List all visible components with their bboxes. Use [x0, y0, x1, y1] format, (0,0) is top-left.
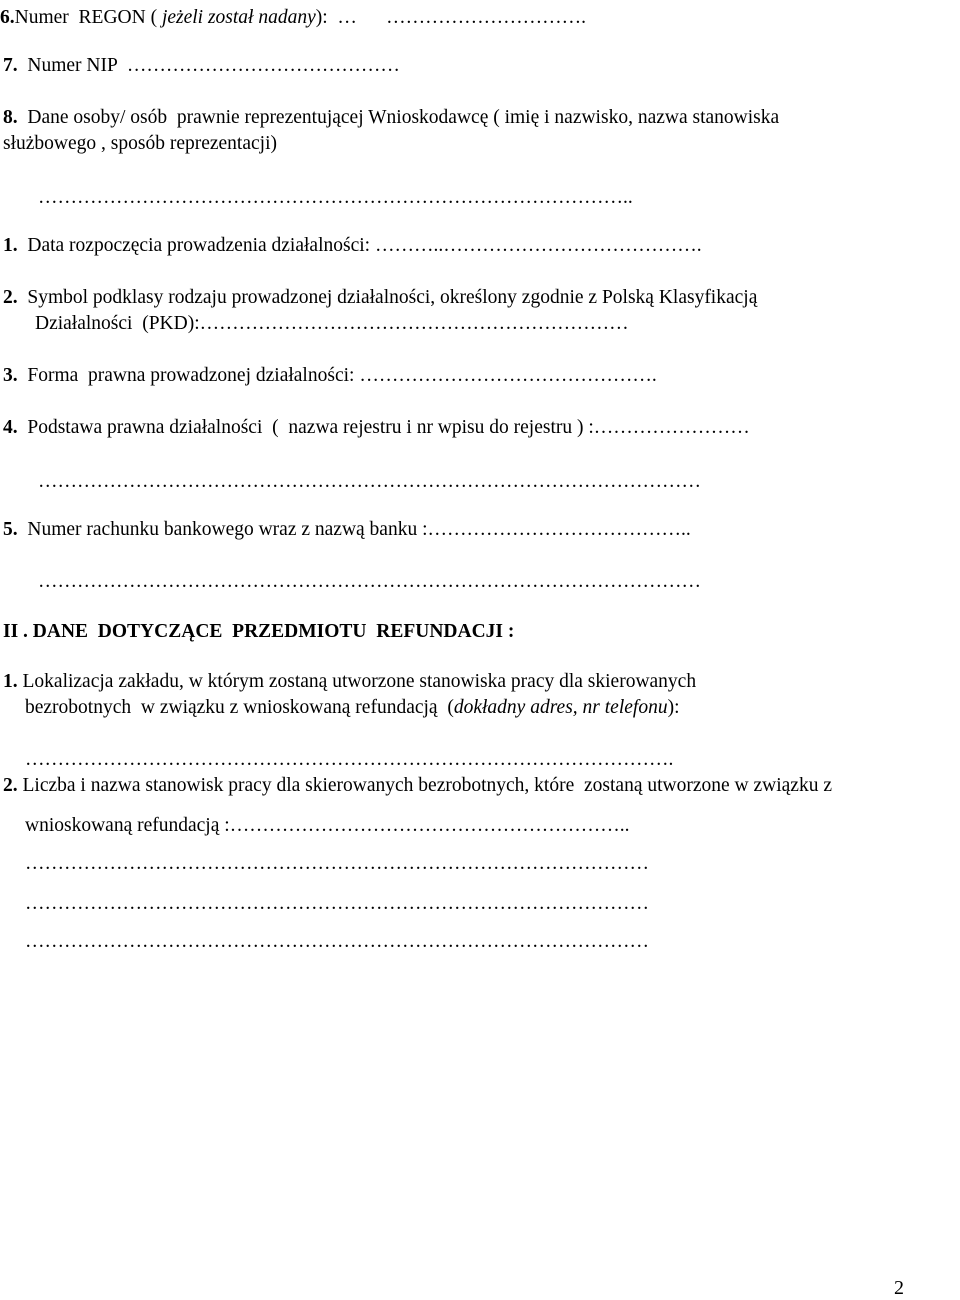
fill-dots: ……………………………………………………………………………….. — [38, 187, 633, 208]
fill-dots: …………………………………………………….. — [229, 815, 630, 836]
item-label: ): — [667, 697, 680, 718]
item-number: 2. — [3, 287, 18, 308]
fill-dots: ………..…………………………………. — [374, 235, 702, 256]
fill-dots: ………………………………………………………………………………………… — [38, 471, 701, 492]
fill-dots: ): … …………………………. — [315, 7, 587, 28]
item-number: 6. — [0, 7, 15, 28]
fill-dots: ………………………………………………………… — [199, 313, 629, 334]
item-3-legal-form — [3, 364, 657, 387]
fill-dots: ………………………………………. — [359, 365, 657, 386]
item-number: 8. — [3, 107, 18, 128]
item-8-representative-line2 — [3, 132, 277, 155]
page-number: 2 — [894, 1277, 904, 1299]
item-label-italic: jeżeli został nadany — [161, 7, 316, 28]
fill-dots: …………………… — [593, 417, 750, 438]
section-ii-item-2 — [3, 774, 832, 797]
item-label: Lokalizacja zakładu, w którym zostaną utworzone stanowiska pracy dla skierowanych — [17, 671, 697, 692]
item-label: Podstawa prawna działalności ( nazwa rejestru i nr wpisu do rejestru ) : — [27, 417, 594, 438]
item-label-italic: dokładny adres, nr telefonu — [453, 697, 668, 718]
item-label: Działalności (PKD): — [35, 313, 200, 334]
item-8-fill — [38, 186, 633, 209]
section-ii-heading: II . DANE DOTYCZĄCE PRZEDMIOTU REFUNDACJI : — [3, 621, 515, 642]
section-ii-item-2-line2 — [25, 814, 629, 837]
item-number: 1. — [3, 235, 18, 256]
item-label: Numer REGON ( — [14, 7, 162, 28]
section-ii-item-1-line2 — [25, 696, 680, 719]
section-ii-item-2-fill-b — [25, 892, 649, 915]
fill-dots: ………………………………………………………………………………………… — [38, 571, 701, 592]
item-label: Symbol podklasy rodzaju prowadzonej działalności, określony zgodnie z Polską Klasyfikacją — [27, 287, 758, 308]
item-label: Data rozpoczęcia prowadzenia działalności: — [27, 235, 375, 256]
item-5-fill — [38, 570, 701, 593]
section-ii-item-1 — [3, 670, 696, 693]
item-2-pkd — [3, 286, 757, 309]
item-number: 4. — [3, 417, 18, 438]
fill-dots: ………………………………….. — [427, 519, 691, 540]
item-number: 7. — [3, 55, 18, 76]
item-6-regon — [0, 6, 586, 29]
item-label: bezrobotnych w związku z wnioskowaną refundacją ( — [25, 697, 454, 718]
section-ii-item-2-fill-c — [25, 930, 649, 953]
fill-dots: …………………………………………………………………………………… — [25, 853, 649, 874]
fill-dots: …………………………………………………………………………………… — [25, 893, 649, 914]
item-label: Dane osoby/ osób prawnie reprezentującej Wnioskodawcę ( imię i nazwisko, nazwa stanowiska — [27, 107, 780, 128]
item-1-start-date — [3, 234, 702, 257]
item-number: 1. — [3, 671, 18, 692]
fill-dots: …………………………………… — [121, 55, 405, 76]
item-number: 2. — [3, 775, 18, 796]
item-2-pkd-line2 — [35, 312, 629, 335]
fill-dots: …………………………………………………………………………………… — [25, 931, 649, 952]
fill-dots: ………………………………………………………………………………………. — [25, 749, 674, 770]
item-label: służbowego , sposób reprezentacji) — [3, 133, 277, 154]
section-ii-item-1-fill — [25, 748, 673, 771]
item-label: Liczba i nazwa stanowisk pracy dla skierowanych bezrobotnych, które zostaną utworzone w związku z — [17, 775, 832, 796]
item-number: 3. — [3, 365, 18, 386]
item-label: wnioskowaną refundacją : — [25, 815, 230, 836]
item-4-legal-basis — [3, 416, 750, 439]
item-label: Numer rachunku bankowego wraz z nazwą banku : — [27, 519, 428, 540]
item-number: 5. — [3, 519, 18, 540]
item-8-representative — [3, 106, 779, 129]
item-4-fill — [38, 470, 701, 493]
item-7-nip — [3, 54, 405, 77]
section-ii-item-2-fill-a — [25, 852, 649, 875]
item-5-bank-account — [3, 518, 691, 541]
item-label: Numer NIP — [27, 55, 122, 76]
item-label: Forma prawna prowadzonej działalności: — [27, 365, 360, 386]
